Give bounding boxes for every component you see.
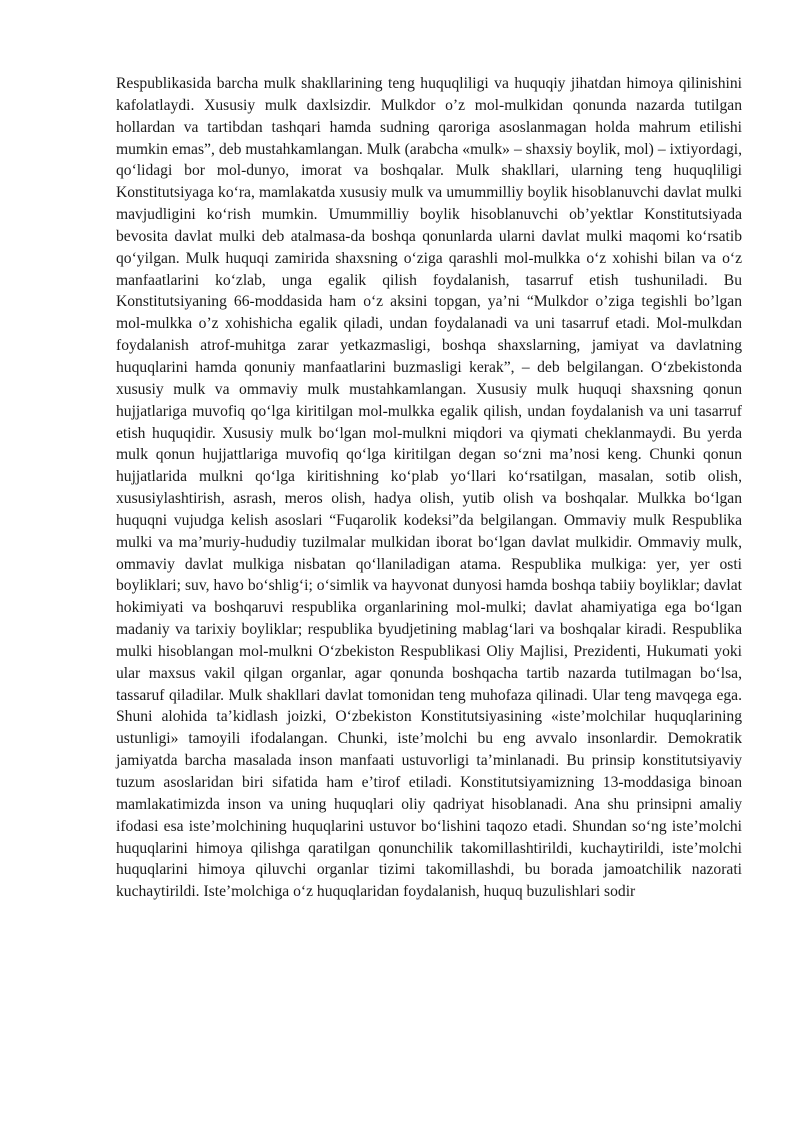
document-page (116, 73, 742, 903)
body-paragraph: Respublikasida barcha mulk shakllarining teng huquqliligi va huquqiy jihatdan himoya qilinishini kafolatlaydi. Xususiy mulk daxlsizdir. Mulkdor o’z mol-mulkidan qonunda nazarda tutilgan hollardan va tartibdan tashqari hamda sudning qaroriga asoslanmagan holda mahrum etilishi mumkin emas”, deb mustahkamlangan. Mulk (arabcha «mulk» – shaxsiy boylik, mol) – ixtiyordagi, qo‘lidagi bor mol-dunyo, imorat va boshqalar. Mulk shakllari, ularning teng huquqliligi Konstitutsiyaga ko‘ra, mamlakatda xususiy mulk va umummilliy boylik hisoblanuvchi davlat mulki mavjudligini ko‘rish mumkin. Umummilliy boylik hisoblanuvchi ob’yektlar Konstitutsiyada bevosita davlat mulki deb atalmasa-da boshqa qonunlarda ularni davlat mulki maqomi ko‘rsatib qo‘yilgan. Mulk huquqi zamirida shaxsning o‘ziga qarashli mol-mulkka o‘z xohishi bilan va o‘z manfaatlarini ko‘zlab, unga egalik qilish foydalanish, tasarruf etish tushuniladi. Bu Konstitutsiyaning 66-moddasida ham o‘z aksini topgan, ya’ni “Mulkdor o’ziga tegishli bo’lgan mol-mulkka o’z xohishicha egalik qiladi, undan foydalanadi va uni tasarruf etadi. Mol-mulkdan foydalanish atrof-muhitga zarar yetkazmasligi, boshqa shaxslarning, jamiyat va davlatning huquqlarini hamda qonuniy manfaatlarini buzmasligi kerak”, – deb belgilangan. O‘zbekistonda xususiy mulk va ommaviy mulk mustahkamlangan. Xususiy mulk huquqi shaxsning qonun hujjatlariga muvofiq qo‘lga kiritilgan mol-mulkka egalik qilish, undan foydalanish va uni tasarruf etish huquqidir. Xususiy mulk bo‘lgan mol-mulkni miqdori va qiymati cheklanmaydi. Bu yerda mulk qonun hujjattlariga muvofiq qo‘lga kiritilgan degan so‘zni ma’nosi keng. Chunki qonun hujjatlarida mulkni qo‘lga kiritishning ko‘plab yo‘llari ko‘rsatilgan, masalan, sotib olish, xususiylashtirish, asrash, meros olish, hadya olish, yutib olish va boshqalar. Mulkka bo‘lgan huquqni vujudga kelish asoslari “Fuqarolik kodeksi”da belgilangan. Ommaviy mulk Respublika mulki va ma’muriy-hududiy tuzilmalar mulkidan iborat bo‘lgan davlat mulkidir. Ommaviy mulk, ommaviy davlat mulkiga nisbatan qo‘llaniladigan atama. Respublika mulkiga: yer, yer osti boyliklari; suv, havo bo‘shlig‘i; o‘simlik va hayvonat dunyosi hamda boshqa tabiiy boyliklar; davlat hokimiyati va boshqaruvi respublika organlarining mol-mulki; davlat ahamiyatiga ega bo‘lgan madaniy va tarixiy boyliklar; respublika byudjetining mablag‘lari va boshqalar kiradi. Respublika mulki hisoblangan mol-mulkni O‘zbekiston Respublikasi Oliy Majlisi, Prezidenti, Hukumati yoki ular maxsus vakil qilgan organlar, agar qonunda boshqacha tartib nazarda tutilmagan bo‘lsa, tassaruf qiladilar. Mulk shakllari davlat tomonidan teng muhofaza qilinadi. Ular teng mavqega ega. Shuni alohida ta’kidlash joizki, O‘zbekiston Konstitutsiyasining «iste’molchilar huquqlarining ustunligi» tamoyili ifodalangan. Chunki, iste’molchi bu eng avvalo insonlardir. Demokratik jamiyatda barcha masalada inson manfaati ustuvorligi ta’minlanadi. Bu prinsip konstitutsiyaviy tuzum asoslaridan biri sifatida ham e’tirof etiladi. Konstitutsiyamizning 13-moddasiga binoan mamlakatimizda inson va uning huquqlari oliy qadriyat hisoblanadi. Ana shu prinsipni amaliy ifodasi esa iste’molchining huquqlarini ustuvor bo‘lishini taqozo etadi. Shundan so‘ng iste’molchi huquqlarini himoya qilishga qaratilgan qonunchilik takomillashtirildi, kuchaytirildi, iste’molchi huquqlarini himoya qiluvchi organlar tizimi takomillashdi, bu borada jamoatchilik nazorati kuchaytirildi. Iste’molchiga o‘z huquqlaridan foydalanish, huquq buzulishlari sodir (116, 75, 742, 901)
